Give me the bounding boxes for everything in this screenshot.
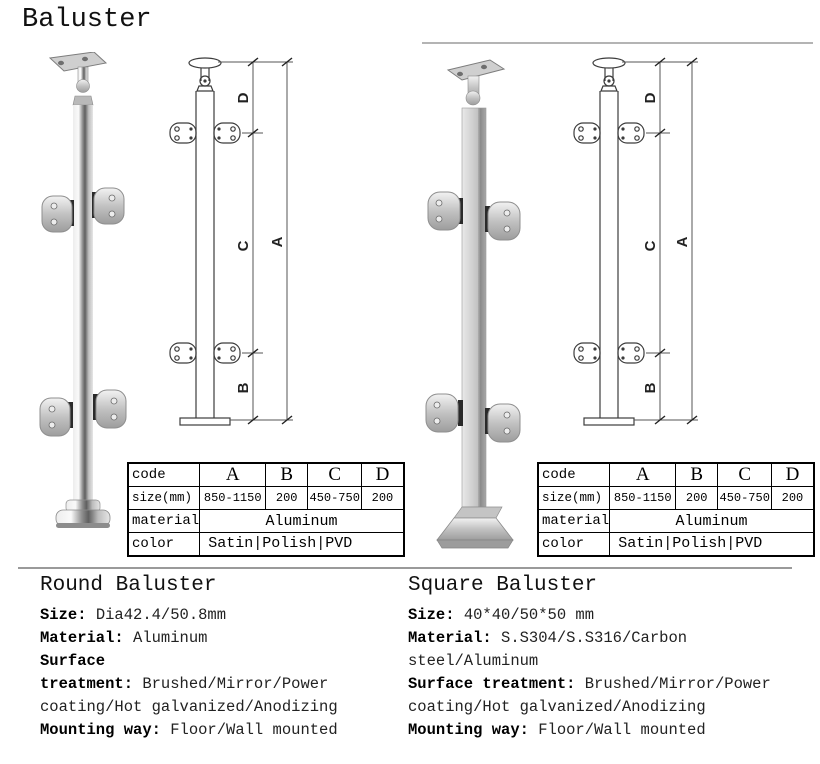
square-heading: Square Baluster: [408, 574, 598, 597]
dim-label-c: C: [235, 240, 252, 252]
square-description: [408, 574, 804, 742]
size-b: 200: [676, 487, 718, 510]
spec-value: Aluminum: [123, 629, 208, 647]
round-heading: Round Baluster: [40, 574, 217, 597]
material-label: material: [128, 510, 200, 533]
spec-label: Mounting way:: [40, 721, 161, 739]
dim-label-a: A: [674, 236, 691, 248]
square-baluster-photo: [408, 52, 548, 552]
round-spec-table: [127, 462, 405, 557]
size-b: 200: [266, 487, 308, 510]
material-value: Aluminum: [200, 510, 404, 533]
code-label: code: [538, 463, 610, 487]
square-spec-table: [537, 462, 815, 557]
table-row: [128, 463, 404, 487]
col-b: B: [676, 463, 718, 487]
spec-line: [408, 719, 804, 742]
spec-line: [408, 673, 804, 696]
glass-clamp: [96, 390, 126, 428]
spec-label: Surface: [40, 652, 106, 670]
glass-clamp: [488, 404, 520, 442]
spec-label: Surface treatment:: [408, 675, 576, 693]
spec-line: [408, 604, 804, 627]
color-value: Satin|Polish|PVD: [610, 533, 814, 556]
glass-clamp: [94, 188, 124, 224]
size-label: size(mm): [128, 487, 200, 510]
table-row: [538, 463, 814, 487]
spec-value: Brushed/Mirror/Power: [133, 675, 329, 693]
glass-clamp: [42, 196, 72, 232]
spec-line: [40, 627, 392, 650]
size-c: 450-750: [308, 487, 362, 510]
color-label: color: [128, 533, 200, 556]
dim-label-b: B: [235, 382, 252, 394]
material-label: material: [538, 510, 610, 533]
page-title: Baluster: [22, 5, 152, 35]
round-post-tube: [73, 105, 93, 502]
table-row: [538, 487, 814, 510]
spec-line: [40, 696, 392, 719]
spec-line: [40, 604, 392, 627]
glass-clamp: [428, 192, 460, 230]
spec-label: treatment:: [40, 675, 134, 693]
spec-value: S.S304/S.S316/Carbon: [491, 629, 688, 647]
col-d: D: [362, 463, 404, 487]
size-d: 200: [362, 487, 404, 510]
spec-line: [40, 719, 392, 742]
spec-value: Brushed/Mirror/Power: [575, 675, 771, 693]
spec-line: [408, 650, 804, 673]
glass-clamp: [488, 202, 520, 240]
spec-value: coating/Hot galvanized/Anodizing: [40, 698, 338, 716]
base-plate: [454, 507, 502, 518]
section-divider-line: [18, 567, 792, 569]
color-label: color: [538, 533, 610, 556]
table-row: [128, 510, 404, 533]
size-c: 450-750: [718, 487, 772, 510]
table-row: [538, 510, 814, 533]
spec-label: Material:: [40, 629, 124, 647]
spec-label: Size:: [40, 606, 87, 624]
spec-value: Dia42.4/50.8mm: [86, 606, 227, 624]
col-c: C: [308, 463, 362, 487]
dim-label-a: A: [269, 236, 286, 248]
size-label: size(mm): [538, 487, 610, 510]
dim-label-b: B: [642, 382, 659, 394]
code-label: code: [128, 463, 200, 487]
round-baluster-drawing: [160, 50, 300, 442]
spec-label: Size:: [408, 606, 455, 624]
spec-value: Floor/Wall mounted: [160, 721, 338, 739]
top-divider-line: [422, 42, 813, 44]
col-b: B: [266, 463, 308, 487]
table-row: [128, 487, 404, 510]
table-row: [128, 533, 404, 556]
material-value: Aluminum: [610, 510, 814, 533]
dim-label-d: D: [642, 92, 659, 104]
spec-label: Material:: [408, 629, 492, 647]
glass-clamp: [426, 394, 458, 432]
spec-value: coating/Hot galvanized/Anodizing: [408, 698, 706, 716]
spec-value: 40*40/50*50 mm: [454, 606, 595, 624]
size-d: 200: [772, 487, 814, 510]
col-d: D: [772, 463, 814, 487]
square-baluster-drawing: [565, 50, 705, 442]
size-a: 850-1150: [200, 487, 266, 510]
spec-line: [40, 673, 392, 696]
spec-line: [408, 696, 804, 719]
dim-label-d: D: [235, 92, 252, 104]
spec-label: Mounting way:: [408, 721, 529, 739]
col-a: A: [610, 463, 676, 487]
dim-label-c: C: [642, 240, 659, 252]
spec-line: [408, 627, 804, 650]
square-post: [462, 108, 486, 507]
spec-value: Floor/Wall mounted: [528, 721, 706, 739]
table-row: [538, 533, 814, 556]
col-c: C: [718, 463, 772, 487]
color-value: Satin|Polish|PVD: [200, 533, 404, 556]
round-description: [40, 574, 392, 742]
col-a: A: [200, 463, 266, 487]
spec-line: [40, 650, 392, 673]
size-a: 850-1150: [610, 487, 676, 510]
glass-clamp: [40, 398, 70, 436]
spec-value: steel/Aluminum: [408, 652, 539, 670]
